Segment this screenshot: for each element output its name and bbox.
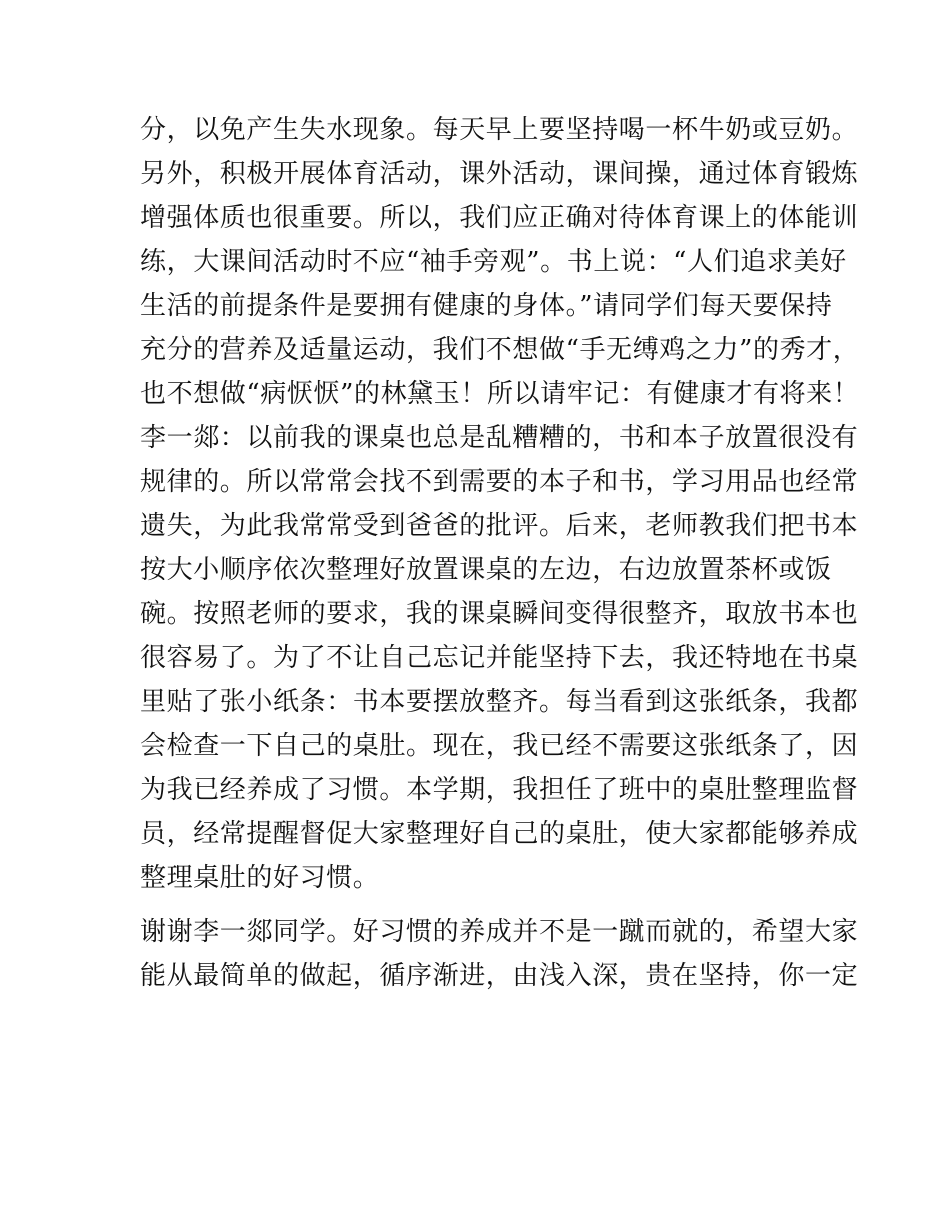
paragraph-health (140, 108, 860, 416)
text-line: 为我已经养成了习惯。本学期，我担任了班中的桌肚整理监督 (140, 775, 859, 805)
text-line: 练，大课间活动时不应“袖手旁观”。书上说：“人们追求美好 (140, 247, 847, 277)
text-line: 谢谢李一郯同学。好习惯的养成并不是一蹴而就的，希望大家 (140, 917, 859, 947)
document-body (140, 108, 860, 998)
text-line: 很容易了。为了不让自己忘记并能坚持下去，我还特地在书桌 (140, 643, 859, 673)
text-line: 分，以免产生失水现象。每天早上要坚持喝一杯牛奶或豆奶。 (140, 115, 859, 145)
text-line: 按大小顺序依次整理好放置课桌的左边，右边放置茶杯或饭 (140, 555, 832, 585)
paragraph-desk-habit (140, 416, 859, 900)
text-line: 另外，积极开展体育活动，课外活动，课间操，通过体育锻炼 (140, 159, 859, 189)
text-line: 充分的营养及适量运动，我们不想做“手无缚鸡之力”的秀才， (140, 335, 860, 365)
text-line: 规律的。所以常常会找不到需要的本子和书，学习用品也经常 (140, 467, 859, 497)
text-line: 会检查一下自己的桌肚。现在，我已经不需要这张纸条了，因 (140, 731, 859, 761)
text-line: 整理桌肚的好习惯。 (140, 863, 380, 893)
text-line: 生活的前提条件是要拥有健康的身体。”请同学们每天要保持 (140, 291, 833, 321)
text-line: 碗。按照老师的要求，我的课桌瞬间变得很整齐，取放书本也 (140, 599, 859, 629)
text-line: 也不想做“病恹恹”的林黛玉！所以请牢记：有健康才有将来！ (140, 379, 860, 409)
text-line: 里贴了张小纸条：书本要摆放整齐。每当看到这张纸条，我都 (140, 687, 859, 717)
text-line: 增强体质也很重要。所以，我们应正确对待体育课上的体能训 (140, 203, 859, 233)
text-line: 能从最简单的做起，循序渐进，由浅入深，贵在坚持，你一定 (140, 961, 859, 991)
text-line: 员，经常提醒督促大家整理好自己的桌肚，使大家都能够养成 (140, 819, 859, 849)
text-line: 李一郯：以前我的课桌也总是乱糟糟的，书和本子放置很没有 (140, 423, 859, 453)
paragraph-closing (140, 910, 859, 998)
text-line: 遗失，为此我常常受到爸爸的批评。后来，老师教我们把书本 (140, 511, 859, 541)
